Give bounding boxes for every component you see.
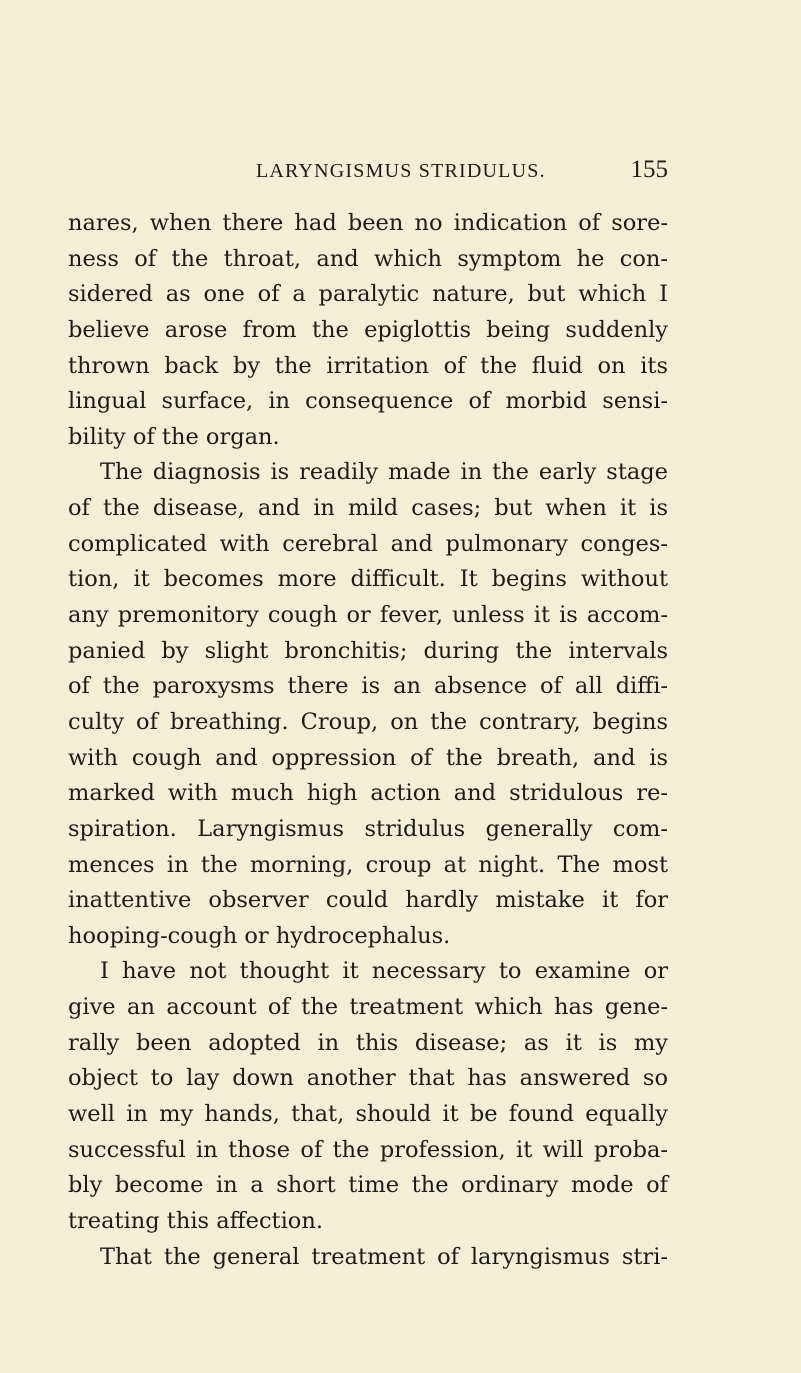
- text-line: successful in those of the profession, it will proba-: [68, 1136, 668, 1163]
- text-line: with cough and oppression of the breath, and is: [68, 744, 668, 771]
- text-line: well in my hands, that, should it be found equally: [68, 1101, 668, 1128]
- text-line: The diagnosis is readily made in the early stage: [100, 459, 668, 486]
- text-line: culty of breathing. Croup, on the contrary, begins: [68, 708, 668, 735]
- text-line: bility of the organ.: [68, 423, 280, 450]
- text-line: of the disease, and in mild cases; but when it is: [68, 495, 668, 522]
- text-line: nares, when there had been no indication of sore-: [68, 210, 668, 236]
- text-line: believe arose from the epiglottis being suddenly: [68, 316, 668, 343]
- text-line: That the general treatment of laryngismus stri-: [100, 1243, 668, 1270]
- running-title: LARYNGISMUS STRIDULUS.: [256, 160, 546, 182]
- text-line: mences in the morning, croup at night. The most: [68, 851, 668, 878]
- text-line: complicated with cerebral and pulmonary conges-: [68, 530, 668, 557]
- text-line: bly become in a short time the ordinary mode of: [68, 1172, 668, 1199]
- text-line: inattentive observer could hardly mistake it for: [68, 887, 668, 914]
- running-head: [68, 156, 668, 190]
- text-line: lingual surface, in consequence of morbid sensi-: [68, 388, 668, 415]
- text-line: tion, it becomes more difficult. It begins without: [68, 566, 668, 593]
- text-line: marked with much high action and stridulous re-: [68, 780, 668, 807]
- text-line: sidered as one of a paralytic nature, but which I: [68, 281, 668, 308]
- text-line: I have not thought it necessary to examine or: [100, 958, 668, 985]
- text-line: rally been adopted in this disease; as it is my: [68, 1029, 668, 1056]
- text-line: treating this affection.: [68, 1207, 323, 1234]
- text-line: thrown back by the irritation of the fluid on its: [68, 352, 668, 379]
- text-line: spiration. Laryngismus stridulus generally com-: [68, 815, 668, 842]
- text-line: panied by slight bronchitis; during the intervals: [68, 637, 668, 664]
- body-text: [68, 206, 668, 1275]
- text-line: hooping-cough or hydrocephalus.: [68, 922, 451, 949]
- page-number: 155: [630, 156, 668, 183]
- text-line: of the paroxysms there is an absence of all diffi-: [68, 673, 668, 700]
- text-line: any premonitory cough or fever, unless it is accom-: [68, 602, 668, 629]
- text-line: ness of the throat, and which symptom he con-: [68, 245, 668, 272]
- text-line: give an account of the treatment which has gene-: [68, 994, 668, 1021]
- text-line: object to lay down another that has answered so: [68, 1065, 668, 1092]
